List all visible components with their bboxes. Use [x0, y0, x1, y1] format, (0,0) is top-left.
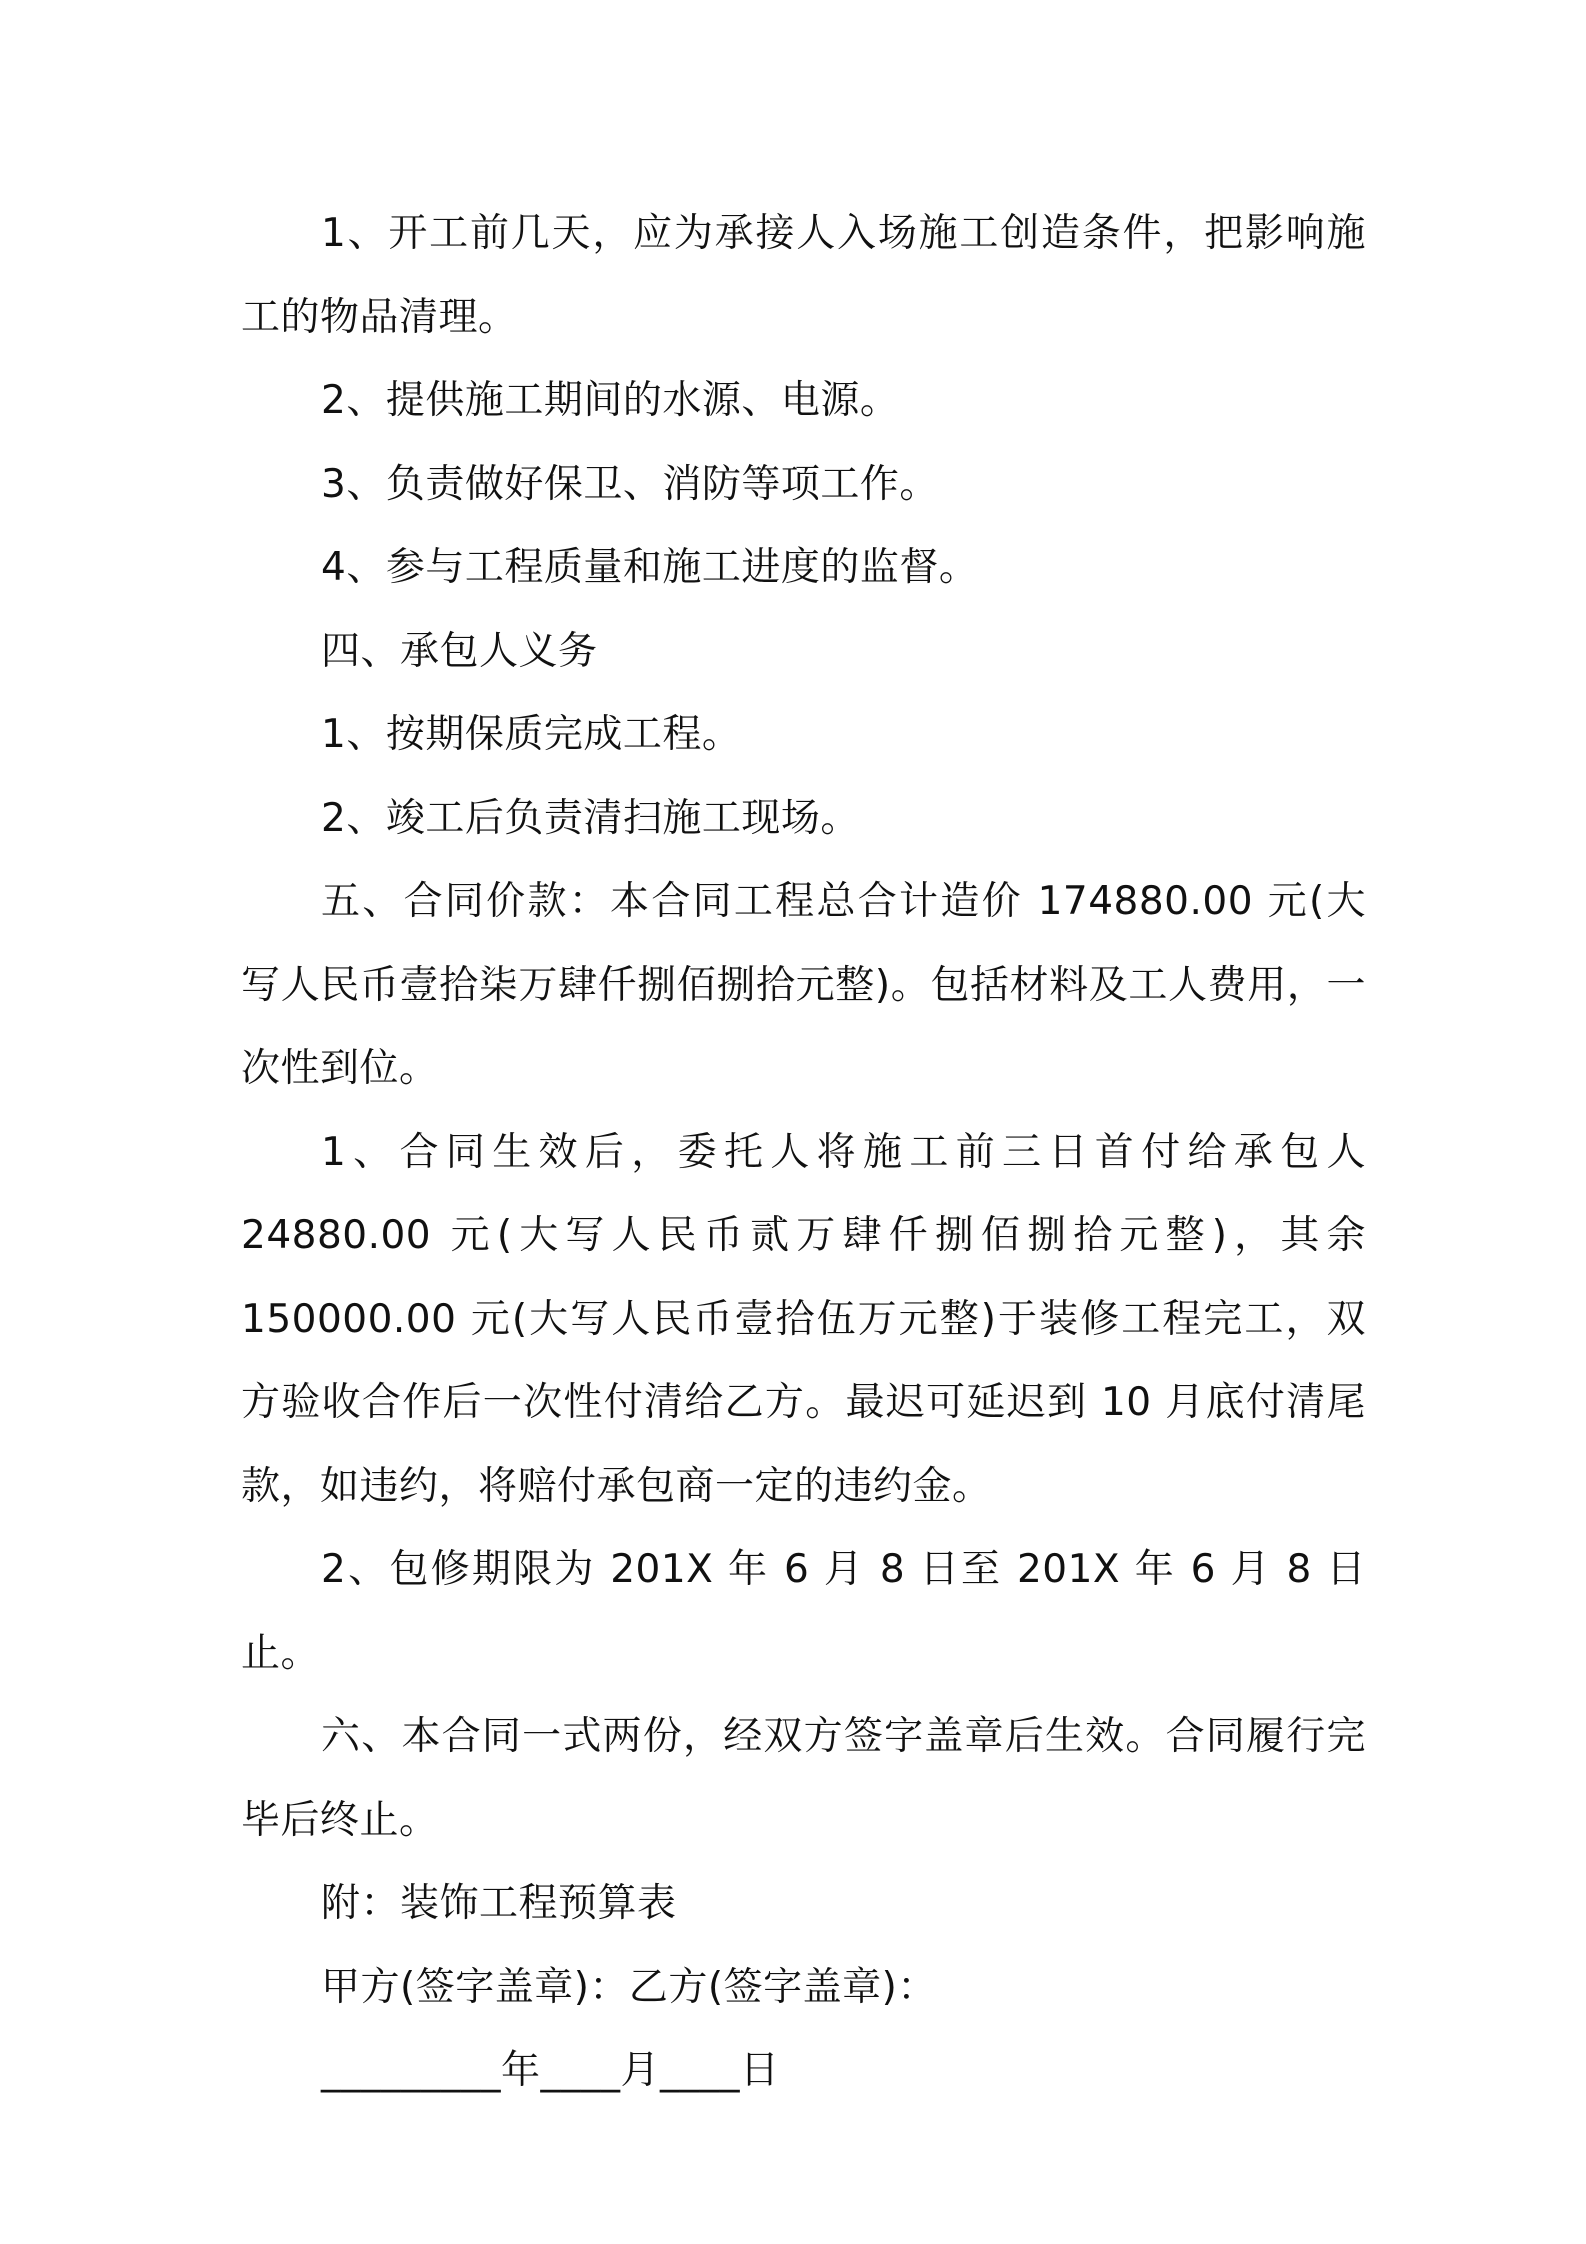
document-body	[241, 192, 1366, 2113]
date-line: _________年____月____日	[321, 2048, 780, 2093]
paragraph-contract-price: 五、合同价款：本合同工程总合计造价 174880.00 元(大写人民币壹拾柒万肆仟捌佰捌拾元整)。包括材料及工人费用，一次性到位。	[241, 879, 1366, 1091]
paragraph-complete-on-time: 1、按期保质完成工程。	[321, 712, 742, 757]
paragraph-supervision: 4、参与工程质量和施工进度的监督。	[321, 545, 979, 590]
paragraph-copies-effective: 六、本合同一式两份，经双方签字盖章后生效。合同履行完毕后终止。	[241, 1714, 1366, 1843]
paragraph-clean-site: 2、竣工后负责清扫施工现场。	[321, 795, 860, 841]
section-heading-contractor-obligations: 四、承包人义务	[321, 628, 598, 674]
paragraph-clear-site: 1、开工前几天，应为承接人入场施工创造条件，把影响施工的物品清理。	[241, 211, 1366, 340]
paragraph-security-fire: 3、负责做好保卫、消防等项工作。	[321, 461, 939, 507]
paragraph-warranty-period: 2、包修期限为 201X 年 6 月 8 日至 201X 年 6 月 8 日止。	[241, 1547, 1366, 1676]
signature-line-parties: 甲方(签字盖章)：乙方(签字盖章)：	[321, 1964, 937, 2010]
paragraph-payment-terms: 1、合同生效后，委托人将施工前三日首付给承包人 24880.00 元(大写人民币贰万肆仟捌佰捌拾元整)，其余 150000.00 元(大写人民币壹拾伍万元整)于装修工程完工，双方验收合作后一次性付清给乙方。最迟可延迟到 10 月底付清尾款，如违约，将赔付承包商一定的违约金。	[241, 1129, 1366, 1509]
paragraph-attachment: 附：装饰工程预算表	[321, 1881, 677, 1926]
paragraph-water-power: 2、提供施工期间的水源、电源。	[321, 378, 900, 423]
